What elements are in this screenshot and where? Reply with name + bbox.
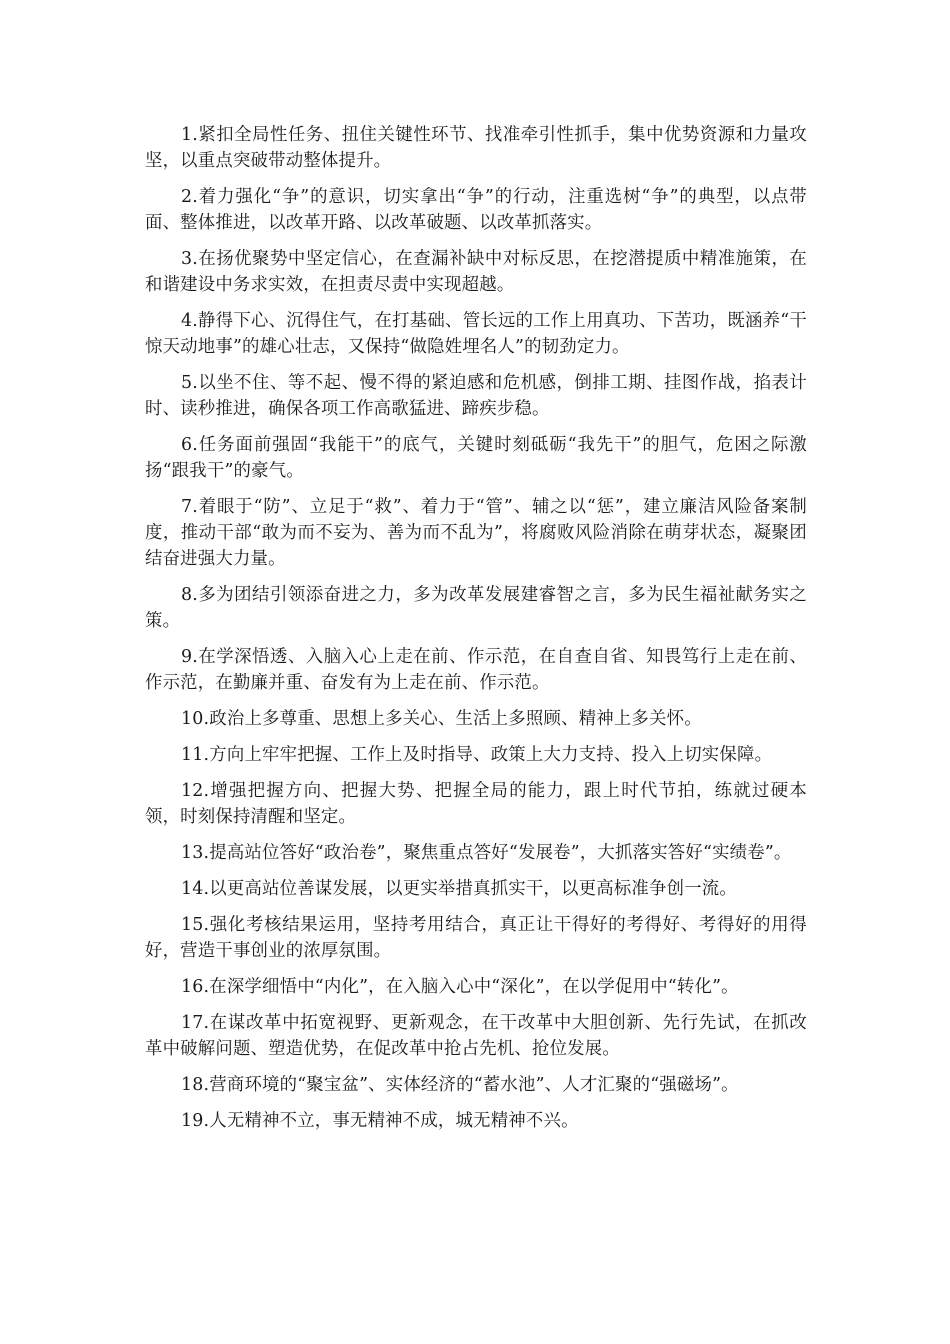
paragraph-18: 18.营商环境的“聚宝盆”、实体经济的“蓄水池”、人才汇聚的“强磁场”。 bbox=[181, 1075, 739, 1095]
paragraph-17: 17.在谋改革中拓宽视野、更新观念，在干改革中大胆创新、先行先试，在抓改革中破解问题、塑造优势，在促改革中抢占先机、抢位发展。 bbox=[145, 1013, 807, 1059]
paragraph-13: 13.提高站位答好“政治卷”，聚焦重点答好“发展卷”，大抓落实答好“实绩卷”。 bbox=[181, 843, 792, 863]
paragraph-15: 15.强化考核结果运用，坚持考用结合，真正让干得好的考得好、考得好的用得好，营造干事创业的浓厚氛围。 bbox=[145, 915, 807, 961]
paragraph-6: 6.任务面前强固“我能干”的底气，关键时刻砥砺“我先干”的胆气，危困之际激扬“跟我干”的豪气。 bbox=[145, 435, 807, 481]
paragraph-19: 19.人无精神不立，事无精神不成，城无精神不兴。 bbox=[181, 1111, 579, 1131]
paragraph-8: 8.多为团结引领添奋进之力，多为改革发展建睿智之言，多为民生福祉献务实之策。 bbox=[145, 585, 807, 631]
paragraph-12: 12.增强把握方向、把握大势、把握全局的能力，跟上时代节拍，练就过硬本领，时刻保持清醒和坚定。 bbox=[145, 781, 807, 827]
paragraph-1: 1.紧扣全局性任务、扭住关键性环节、找准牵引性抓手，集中优势资源和力量攻坚，以重点突破带动整体提升。 bbox=[145, 125, 807, 171]
paragraph-4: 4.静得下心、沉得住气，在打基础、管长远的工作上用真功、下苦功，既涵养“干惊天动地事”的雄心壮志，又保持“做隐姓埋名人”的韧劲定力。 bbox=[145, 311, 807, 357]
paragraph-3: 3.在扬优聚势中坚定信心，在查漏补缺中对标反思，在挖潜提质中精准施策，在和谐建设中务求实效，在担责尽责中实现超越。 bbox=[145, 249, 807, 295]
paragraph-14: 14.以更高站位善谋发展，以更实举措真抓实干，以更高标准争创一流。 bbox=[181, 879, 737, 899]
paragraph-5: 5.以坐不住、等不起、慢不得的紧迫感和危机感，倒排工期、挂图作战，掐表计时、读秒推进，确保各项工作高歌猛进、蹄疾步稳。 bbox=[145, 373, 807, 419]
paragraph-2: 2.着力强化“争”的意识，切实拿出“争”的行动，注重选树“争”的典型，以点带面、整体推进，以改革开路、以改革破题、以改革抓落实。 bbox=[145, 187, 807, 233]
paragraph-11: 11.方向上牢牢把握、工作上及时指导、政策上大力支持、投入上切实保障。 bbox=[181, 745, 773, 765]
paragraph-16: 16.在深学细悟中“内化”，在入脑入心中“深化”，在以学促用中“转化”。 bbox=[181, 977, 739, 997]
document-body bbox=[145, 122, 807, 1144]
paragraph-9: 9.在学深悟透、入脑入心上走在前、作示范，在自查自省、知畏笃行上走在前、作示范，在勤廉并重、奋发有为上走在前、作示范。 bbox=[145, 647, 807, 693]
paragraph-10: 10.政治上多尊重、思想上多关心、生活上多照顾、精神上多关怀。 bbox=[181, 709, 702, 729]
paragraph-7: 7.着眼于“防”、立足于“救”、着力于“管”、辅之以“惩”，建立廉洁风险备案制度，推动干部“敢为而不妄为、善为而不乱为”，将腐败风险消除在萌芽状态，凝聚团结奋进强大力量。 bbox=[145, 497, 807, 569]
